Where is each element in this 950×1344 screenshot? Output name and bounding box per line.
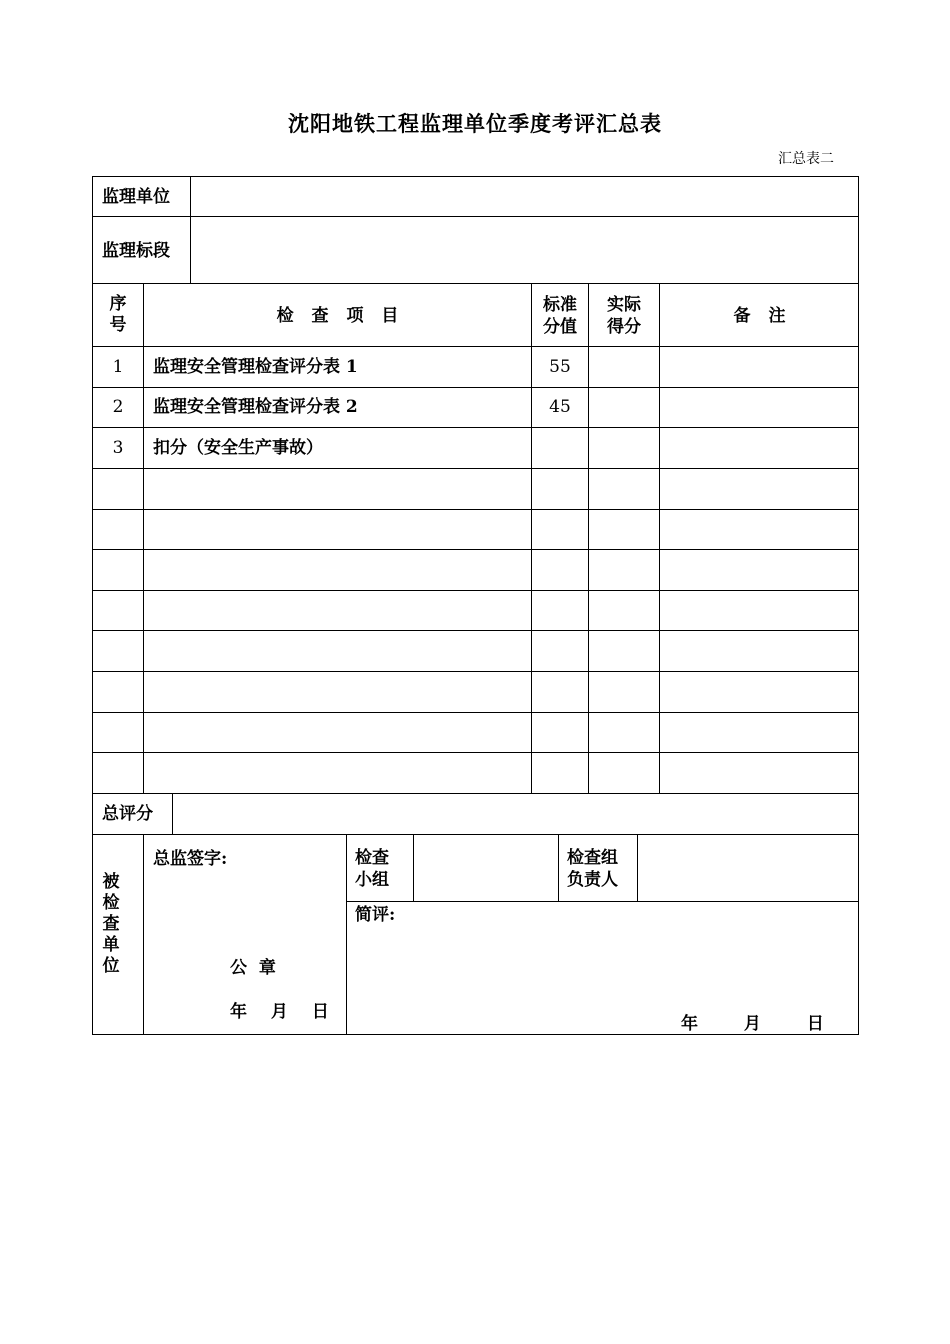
col-divider bbox=[413, 834, 414, 901]
row-divider bbox=[92, 387, 859, 388]
group-leader-label: 检查组负责人 bbox=[567, 848, 618, 890]
row-1-seq: 1 bbox=[112, 357, 124, 377]
comment-label: 简评: bbox=[355, 905, 396, 925]
total-label: 总评分 bbox=[102, 804, 153, 824]
col-divider bbox=[558, 834, 559, 901]
col-divider bbox=[346, 834, 347, 1035]
row-divider bbox=[92, 712, 859, 713]
row-2-std: 45 bbox=[549, 397, 571, 417]
row-divider bbox=[92, 468, 859, 469]
section-label: 监理标段 bbox=[102, 241, 170, 261]
date-left: 年 月 日 bbox=[230, 1002, 329, 1022]
col-divider bbox=[143, 834, 144, 1035]
row-divider bbox=[92, 793, 859, 794]
col-divider bbox=[588, 283, 589, 793]
row-divider bbox=[92, 671, 859, 672]
row-3-item: 扣分（安全生产事故） bbox=[153, 438, 323, 458]
row-divider bbox=[92, 590, 859, 591]
col-divider bbox=[172, 793, 173, 834]
row-3-seq: 3 bbox=[112, 438, 124, 458]
col-divider bbox=[637, 834, 638, 901]
row-divider bbox=[92, 549, 859, 550]
col-divider bbox=[143, 283, 144, 793]
form-number: 汇总表二 bbox=[778, 151, 834, 167]
row-divider bbox=[92, 630, 859, 631]
inspected-unit-label: 被检查单位 bbox=[102, 872, 120, 976]
row-1-std: 55 bbox=[549, 357, 571, 377]
col-divider bbox=[659, 283, 660, 793]
page-title: 沈阳地铁工程监理单位季度考评汇总表 bbox=[288, 111, 662, 136]
unit-label: 监理单位 bbox=[102, 187, 170, 207]
item-header: 检 查 项 目 bbox=[276, 306, 399, 326]
remark-header: 备 注 bbox=[733, 306, 786, 326]
check-group-label: 检查小组 bbox=[355, 848, 389, 890]
row-2-seq: 2 bbox=[112, 397, 124, 417]
row-divider bbox=[92, 346, 859, 347]
row-divider bbox=[346, 901, 859, 902]
row-divider bbox=[92, 752, 859, 753]
seal-label: 公 章 bbox=[230, 958, 276, 978]
col-divider bbox=[190, 176, 191, 283]
seq-header: 序号 bbox=[109, 294, 127, 335]
actual-score-header: 实际得分 bbox=[607, 295, 641, 337]
row-divider bbox=[92, 509, 859, 510]
row-divider bbox=[92, 427, 859, 428]
row-divider bbox=[92, 834, 859, 835]
chief-sign-label: 总监签字: bbox=[153, 849, 228, 869]
row-divider bbox=[92, 283, 859, 284]
std-score-header: 标准分值 bbox=[543, 295, 577, 337]
row-2-item: 监理安全管理检查评分表 2 bbox=[153, 397, 358, 417]
row-1-item: 监理安全管理检查评分表 1 bbox=[153, 357, 358, 377]
row-divider bbox=[92, 216, 859, 217]
date-right: 年 月 日 bbox=[681, 1014, 824, 1034]
